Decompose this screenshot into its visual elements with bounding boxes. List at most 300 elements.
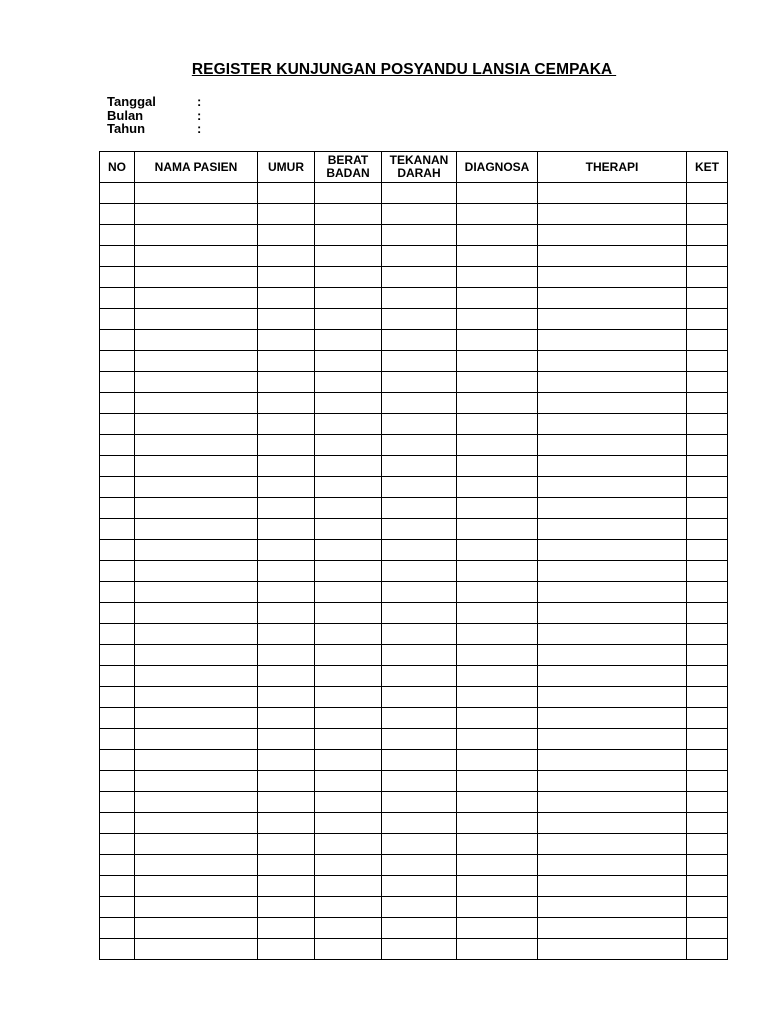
table-cell (687, 645, 728, 666)
table-cell (382, 708, 457, 729)
table-row (100, 414, 728, 435)
table-cell (100, 792, 135, 813)
table-cell (538, 813, 687, 834)
table-header-row (100, 152, 728, 183)
table-cell (315, 561, 382, 582)
table-cell (315, 687, 382, 708)
table-cell (687, 813, 728, 834)
column-header-no: NO (100, 152, 135, 183)
table-cell (538, 519, 687, 540)
table-cell (538, 729, 687, 750)
table-cell (457, 792, 538, 813)
table-row (100, 897, 728, 918)
table-cell (687, 729, 728, 750)
table-row (100, 687, 728, 708)
table-row (100, 666, 728, 687)
table-cell (315, 267, 382, 288)
table-cell (457, 750, 538, 771)
table-cell (687, 288, 728, 309)
table-cell (315, 519, 382, 540)
table-cell (258, 288, 315, 309)
table-cell (135, 750, 258, 771)
table-cell (687, 624, 728, 645)
table-cell (687, 603, 728, 624)
table-cell (382, 414, 457, 435)
table-cell (687, 183, 728, 204)
table-cell (382, 729, 457, 750)
table-cell (538, 225, 687, 246)
table-cell (382, 246, 457, 267)
table-cell (687, 519, 728, 540)
table-cell (315, 330, 382, 351)
table-cell (135, 309, 258, 330)
table-cell (315, 498, 382, 519)
table-cell (687, 834, 728, 855)
table-cell (315, 288, 382, 309)
table-cell (100, 288, 135, 309)
table-cell (457, 624, 538, 645)
table-cell (135, 183, 258, 204)
table-cell (382, 918, 457, 939)
table-cell (687, 393, 728, 414)
table-cell (100, 855, 135, 876)
table-cell (100, 309, 135, 330)
table-cell (100, 246, 135, 267)
table-cell (315, 414, 382, 435)
table-cell (382, 393, 457, 414)
table-cell (100, 519, 135, 540)
table-cell (258, 330, 315, 351)
table-cell (457, 225, 538, 246)
column-header-berat-badan: BERAT BADAN (315, 152, 382, 183)
table-row (100, 771, 728, 792)
table-cell (135, 393, 258, 414)
table-row (100, 624, 728, 645)
table-cell (100, 435, 135, 456)
table-cell (135, 582, 258, 603)
table-cell (382, 540, 457, 561)
table-cell (382, 561, 457, 582)
table-cell (382, 309, 457, 330)
table-cell (538, 897, 687, 918)
table-cell (100, 561, 135, 582)
table-cell (258, 750, 315, 771)
table-cell (538, 939, 687, 960)
table-cell (687, 918, 728, 939)
table-cell (382, 876, 457, 897)
table-cell (135, 330, 258, 351)
table-cell (135, 204, 258, 225)
table-row (100, 393, 728, 414)
table-cell (457, 456, 538, 477)
table-cell (382, 288, 457, 309)
table-cell (687, 267, 728, 288)
table-row (100, 582, 728, 603)
table-cell (687, 330, 728, 351)
table-cell (258, 876, 315, 897)
table-cell (100, 393, 135, 414)
table-row (100, 246, 728, 267)
table-cell (100, 351, 135, 372)
table-row (100, 939, 728, 960)
table-cell (135, 519, 258, 540)
table-cell (100, 750, 135, 771)
table-cell (315, 603, 382, 624)
table-cell (258, 456, 315, 477)
table-cell (457, 813, 538, 834)
table-cell (315, 246, 382, 267)
table-cell (258, 834, 315, 855)
table-cell (687, 897, 728, 918)
table-cell (100, 582, 135, 603)
table-cell (135, 876, 258, 897)
column-header-tekanan-darah: TEKANAN DARAH (382, 152, 457, 183)
table-cell (538, 645, 687, 666)
table-cell (258, 393, 315, 414)
table-cell (382, 456, 457, 477)
table-cell (258, 435, 315, 456)
table-cell (538, 183, 687, 204)
table-cell (135, 372, 258, 393)
table-row (100, 792, 728, 813)
table-cell (258, 267, 315, 288)
column-header-umur: UMUR (258, 152, 315, 183)
table-row (100, 855, 728, 876)
table-cell (382, 351, 457, 372)
table-cell (687, 939, 728, 960)
table-cell (687, 792, 728, 813)
table-cell (457, 603, 538, 624)
table-cell (382, 519, 457, 540)
table-cell (100, 708, 135, 729)
table-row (100, 372, 728, 393)
table-cell (135, 561, 258, 582)
table-cell (382, 687, 457, 708)
table-cell (382, 330, 457, 351)
table-cell (538, 918, 687, 939)
table-cell (457, 666, 538, 687)
table-cell (315, 792, 382, 813)
field-separator: : (197, 107, 202, 123)
table-cell (457, 267, 538, 288)
column-header-nama-pasien: NAMA PASIEN (135, 152, 258, 183)
table-cell (457, 687, 538, 708)
table-cell (457, 183, 538, 204)
table-cell (538, 561, 687, 582)
field-separator: : (197, 121, 202, 136)
table-cell (315, 393, 382, 414)
table-cell (258, 540, 315, 561)
table-cell (457, 351, 538, 372)
table-cell (258, 309, 315, 330)
table-cell (687, 498, 728, 519)
table-row (100, 498, 728, 519)
table-cell (687, 309, 728, 330)
table-row (100, 603, 728, 624)
table-cell (687, 225, 728, 246)
table-cell (258, 498, 315, 519)
table-cell (687, 750, 728, 771)
table-cell (135, 603, 258, 624)
table-cell (382, 855, 457, 876)
field-tahun (107, 122, 201, 136)
table-row (100, 309, 728, 330)
table-row (100, 267, 728, 288)
table-cell (538, 582, 687, 603)
table-cell (538, 771, 687, 792)
table-row (100, 729, 728, 750)
table-cell (457, 582, 538, 603)
table-cell (538, 267, 687, 288)
table-cell (315, 456, 382, 477)
table-cell (135, 834, 258, 855)
table-cell (258, 918, 315, 939)
table-cell (538, 351, 687, 372)
table-cell (315, 939, 382, 960)
table-cell (315, 813, 382, 834)
table-cell (457, 645, 538, 666)
table-cell (538, 246, 687, 267)
table-row (100, 834, 728, 855)
table-cell (135, 456, 258, 477)
table-cell (135, 939, 258, 960)
table-cell (100, 666, 135, 687)
table-cell (538, 687, 687, 708)
table-row (100, 204, 728, 225)
table-cell (538, 666, 687, 687)
table-cell (135, 729, 258, 750)
table-cell (315, 183, 382, 204)
table-cell (258, 351, 315, 372)
table-cell (100, 183, 135, 204)
table-row (100, 519, 728, 540)
table-cell (382, 372, 457, 393)
table-cell (315, 834, 382, 855)
table-cell (457, 771, 538, 792)
table-cell (457, 561, 538, 582)
table-cell (100, 372, 135, 393)
table-cell (382, 624, 457, 645)
table-row (100, 225, 728, 246)
table-cell (382, 750, 457, 771)
table-cell (135, 645, 258, 666)
table-cell (135, 708, 258, 729)
table-cell (315, 918, 382, 939)
column-header-therapi: THERAPI (538, 152, 687, 183)
table-cell (258, 645, 315, 666)
table-cell (315, 351, 382, 372)
table-cell (258, 708, 315, 729)
table-cell (382, 771, 457, 792)
table-cell (258, 771, 315, 792)
table-cell (538, 204, 687, 225)
table-cell (100, 204, 135, 225)
table-cell (258, 414, 315, 435)
table-cell (687, 771, 728, 792)
table-cell (315, 666, 382, 687)
table-cell (258, 519, 315, 540)
table-cell (538, 540, 687, 561)
table-cell (382, 666, 457, 687)
table-cell (135, 918, 258, 939)
table-cell (315, 540, 382, 561)
table-row (100, 456, 728, 477)
table-cell (382, 834, 457, 855)
table-cell (457, 855, 538, 876)
table-cell (687, 204, 728, 225)
table-cell (100, 498, 135, 519)
table-cell (538, 477, 687, 498)
table-cell (315, 204, 382, 225)
table-cell (135, 414, 258, 435)
table-cell (538, 750, 687, 771)
table-cell (457, 393, 538, 414)
table-cell (538, 288, 687, 309)
table-cell (457, 477, 538, 498)
table-cell (135, 624, 258, 645)
table-cell (687, 582, 728, 603)
table-cell (258, 603, 315, 624)
table-cell (687, 561, 728, 582)
table-cell (382, 183, 457, 204)
field-tanggal (107, 95, 201, 109)
table-cell (258, 729, 315, 750)
table-cell (100, 876, 135, 897)
table-cell (135, 225, 258, 246)
table-cell (538, 372, 687, 393)
table-cell (100, 624, 135, 645)
table-cell (382, 792, 457, 813)
table-cell (258, 855, 315, 876)
table-row (100, 645, 728, 666)
table-cell (100, 939, 135, 960)
table-cell (100, 603, 135, 624)
table-row (100, 435, 728, 456)
table-cell (258, 939, 315, 960)
table-cell (135, 897, 258, 918)
table-cell (100, 330, 135, 351)
table-cell (538, 498, 687, 519)
table-cell (258, 792, 315, 813)
table-cell (258, 561, 315, 582)
table-cell (538, 435, 687, 456)
table-cell (457, 204, 538, 225)
table-cell (382, 204, 457, 225)
table-cell (135, 246, 258, 267)
table-cell (258, 687, 315, 708)
table-cell (100, 645, 135, 666)
table-cell (135, 540, 258, 561)
table-cell (315, 477, 382, 498)
table-cell (258, 183, 315, 204)
table-cell (457, 729, 538, 750)
table-cell (538, 603, 687, 624)
table-cell (538, 393, 687, 414)
table-cell (382, 603, 457, 624)
table-cell (100, 225, 135, 246)
table-cell (687, 540, 728, 561)
table-cell (258, 897, 315, 918)
table-cell (457, 519, 538, 540)
table-cell (258, 204, 315, 225)
table-cell (315, 855, 382, 876)
table-cell (382, 939, 457, 960)
table-cell (457, 246, 538, 267)
table-cell (258, 372, 315, 393)
table-cell (538, 792, 687, 813)
field-label: Bulan (107, 107, 144, 123)
table-row (100, 561, 728, 582)
table-row (100, 540, 728, 561)
table-cell (457, 708, 538, 729)
table-cell (687, 876, 728, 897)
table-cell (457, 372, 538, 393)
field-label: Tanggal (107, 94, 156, 109)
table-row (100, 813, 728, 834)
table-cell (382, 225, 457, 246)
table-cell (382, 435, 457, 456)
table-cell (100, 687, 135, 708)
table-row (100, 708, 728, 729)
table-cell (258, 666, 315, 687)
table-cell (315, 897, 382, 918)
table-cell (382, 267, 457, 288)
table-cell (100, 918, 135, 939)
table-cell (382, 813, 457, 834)
table-row (100, 876, 728, 897)
table-cell (135, 792, 258, 813)
field-separator: : (197, 94, 202, 109)
table-cell (457, 330, 538, 351)
table-cell (315, 372, 382, 393)
table-cell (382, 477, 457, 498)
table-cell (135, 687, 258, 708)
table-cell (258, 246, 315, 267)
table-row (100, 330, 728, 351)
table-cell (100, 267, 135, 288)
field-bulan (107, 109, 201, 123)
register-table (99, 151, 728, 960)
table-cell (315, 876, 382, 897)
table-cell (315, 645, 382, 666)
table-cell (457, 288, 538, 309)
table-cell (382, 645, 457, 666)
table-cell (135, 498, 258, 519)
table-cell (538, 855, 687, 876)
table-cell (538, 456, 687, 477)
table-cell (315, 309, 382, 330)
column-header-diagnosa: DIAGNOSA (457, 152, 538, 183)
table-cell (687, 708, 728, 729)
document-title: REGISTER KUNJUNGAN POSYANDU LANSIA CEMPAKA (191, 61, 617, 78)
table-cell (538, 876, 687, 897)
table-cell (315, 771, 382, 792)
table-cell (315, 435, 382, 456)
table-cell (687, 456, 728, 477)
header-fields (107, 95, 201, 136)
table-cell (258, 813, 315, 834)
table-cell (382, 498, 457, 519)
table-cell (457, 876, 538, 897)
table-cell (315, 729, 382, 750)
table-cell (457, 498, 538, 519)
table-cell (538, 414, 687, 435)
table-cell (538, 624, 687, 645)
table-cell (100, 414, 135, 435)
table-cell (457, 834, 538, 855)
table-cell (315, 225, 382, 246)
table-cell (100, 834, 135, 855)
